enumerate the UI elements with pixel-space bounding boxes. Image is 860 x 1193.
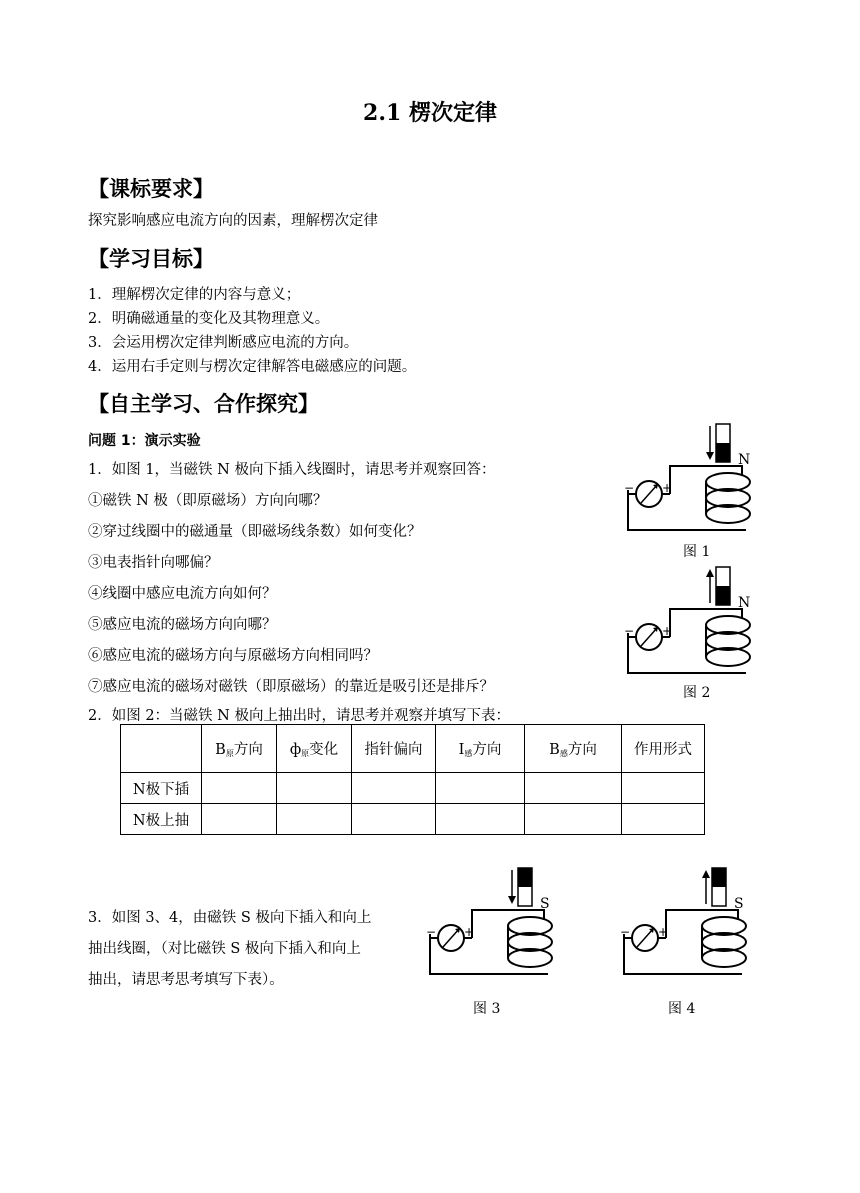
- question-3-line: 抽出，请思考思考填写下表）。: [88, 972, 284, 988]
- figure-4-diagram: [606, 866, 756, 1001]
- question-item: ③电表指针向哪偏？: [88, 555, 219, 571]
- answer-cell[interactable]: [436, 804, 525, 835]
- problem-title: 问题 1：演示实验: [88, 433, 201, 449]
- circuit-group: [624, 868, 746, 974]
- table-header-cell: $B_感$方向: [525, 725, 622, 773]
- question-item: ①磁铁 N 极（即原磁场）方向向哪？: [88, 493, 328, 509]
- arrow-down-icon: [508, 896, 516, 904]
- magnet-pole-fill: [518, 868, 532, 887]
- answer-cell[interactable]: [436, 773, 525, 804]
- answer-cell[interactable]: [525, 804, 622, 835]
- question-1-intro: 1．如图 1，当磁铁 N 极向下插入线圈时，请思考并观察回答：: [88, 462, 496, 478]
- question-item: ⑥感应电流的磁场方向与原磁场方向相同吗？: [88, 648, 378, 664]
- answer-cell[interactable]: [352, 804, 436, 835]
- figure-1-diagram: [610, 422, 760, 557]
- goal-item: 2．明确磁通量的变化及其物理意义。: [88, 311, 330, 327]
- figure-4-caption: 图 4: [668, 1001, 696, 1017]
- question-3-line: 3．如图 3、4，由磁铁 S 极向下插入和向上: [88, 910, 372, 926]
- figure-2-caption: 图 2: [683, 685, 711, 701]
- magnet-pole-label: S: [540, 896, 550, 912]
- table-row: [121, 804, 705, 835]
- section-heading-standard: 【课标要求】: [88, 177, 214, 201]
- standard-text: 探究影响感应电流方向的因素，理解楞次定律: [88, 213, 378, 229]
- meter-plus-sign: +: [662, 481, 673, 495]
- section-heading-goals: 【学习目标】: [88, 247, 214, 271]
- figure-3-diagram: [412, 866, 562, 1001]
- circuit-group: [430, 868, 552, 974]
- question-3-line: 抽出线圈，（对比磁铁 S 极向下插入和向上: [88, 941, 361, 957]
- magnet-pole-label: N: [738, 452, 751, 468]
- table-row: [121, 773, 705, 804]
- magnet-pole-fill: [716, 443, 730, 462]
- meter-plus-sign: +: [658, 925, 669, 939]
- table-header-cell: $I_感$方向: [436, 725, 525, 773]
- answer-cell[interactable]: [202, 804, 277, 835]
- meter-minus-sign: −: [426, 925, 437, 939]
- goal-item: 1．理解楞次定律的内容与意义；: [88, 287, 301, 303]
- page-title: 2.1 楞次定律: [363, 100, 497, 126]
- figure-3-caption: 图 3: [473, 1001, 501, 1017]
- table-header-cell: 作用形式: [622, 725, 705, 773]
- section-heading-explore: 【自主学习、合作探究】: [88, 392, 319, 416]
- figure-2-diagram: [610, 565, 760, 700]
- question-item: ⑤感应电流的磁场方向向哪？: [88, 617, 277, 633]
- magnet-pole-label: S: [734, 896, 744, 912]
- magnet-pole-label: N: [738, 595, 751, 611]
- question-2-intro: 2．如图 2：当磁铁 N 极向上抽出时，请思考并观察并填写下表：: [88, 708, 510, 724]
- circuit-group: [628, 424, 750, 530]
- goal-item: 4．运用右手定则与楞次定律解答电磁感应的问题。: [88, 359, 417, 375]
- figure-1-caption: 图 1: [683, 544, 711, 560]
- question-item: ②穿过线圈中的磁通量（即磁场线条数）如何变化？: [88, 524, 422, 540]
- observation-table: [120, 724, 705, 835]
- arrow-down-icon: [706, 452, 714, 460]
- magnet-pole-fill: [712, 868, 726, 887]
- table-header-cell: $ф_原$变化: [277, 725, 352, 773]
- question-item: ⑦感应电流的磁场对磁铁（即原磁场）的靠近是吸引还是排斥？: [88, 679, 494, 695]
- meter-minus-sign: −: [620, 925, 631, 939]
- answer-cell[interactable]: [352, 773, 436, 804]
- answer-cell[interactable]: [622, 804, 705, 835]
- meter-minus-sign: −: [624, 624, 635, 638]
- meter-plus-sign: +: [464, 925, 475, 939]
- table-corner-cell: [121, 725, 202, 773]
- row-label: N极上抽: [121, 804, 202, 835]
- meter-minus-sign: −: [624, 481, 635, 495]
- table-header-cell: $B_原$方向: [202, 725, 277, 773]
- answer-cell[interactable]: [622, 773, 705, 804]
- arrow-up-icon: [706, 569, 714, 577]
- row-label: N极下插: [121, 773, 202, 804]
- table-header-cell: 指针偏向: [352, 725, 436, 773]
- answer-cell[interactable]: [525, 773, 622, 804]
- goal-item: 3．会运用楞次定律判断感应电流的方向。: [88, 335, 359, 351]
- question-item: ④线圈中感应电流方向如何？: [88, 586, 277, 602]
- answer-cell[interactable]: [202, 773, 277, 804]
- magnet-pole-fill: [716, 586, 730, 605]
- circuit-group: [628, 567, 750, 673]
- meter-plus-sign: +: [662, 624, 673, 638]
- arrow-up-icon: [702, 870, 710, 878]
- answer-cell[interactable]: [277, 773, 352, 804]
- answer-cell[interactable]: [277, 804, 352, 835]
